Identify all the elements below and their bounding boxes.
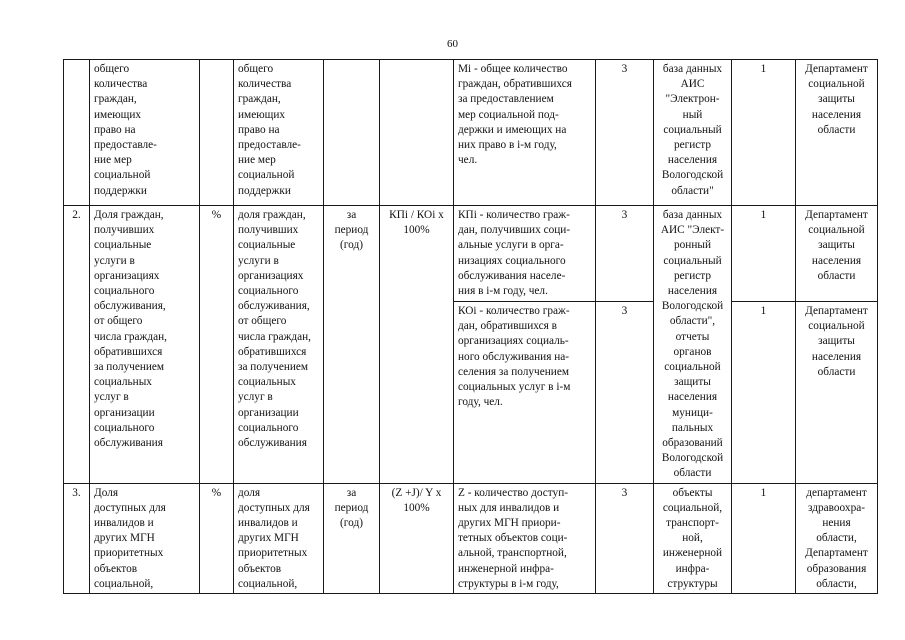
indicator-definition: доля граждан, получивших социальные услуги в организациях социального обслуживания, от общего числа граждан, обратившихся за получением социальных услуг в организации социального обслуживания — [234, 206, 324, 484]
component-description: Z - количество доступ- ных для инвалидов и других МГН приори- тетных объектов соци- альной, транспортной, инженерной инфра- структуры в i-м году, — [454, 483, 596, 593]
unit-cell: % — [200, 206, 234, 484]
component-description: КПi - количество граж- дан, получивших соци- альные услуги в орга- низациях социального обслуживания населе- ния в i-м году, чел. — [454, 206, 596, 302]
period-cell — [324, 60, 380, 206]
component-description: КОi - количество граж- дан, обратившихся в организациях социаль- ного обслуживания на- селения за получением социальных услуг в i-м году, чел. — [454, 302, 596, 484]
unit-cell: % — [200, 483, 234, 593]
indicator-name: Доля доступных для инвалидов и других МГН приоритетных объектов социальной, — [90, 483, 200, 593]
row-number: 3. — [64, 483, 90, 593]
row-number — [64, 60, 90, 206]
indicator-definition: общего количества граждан, имеющих право на предоставле- ние мер социальной поддержки — [234, 60, 324, 206]
indicator-definition: доля доступных для инвалидов и других МГН приоритетных объектов социальной, — [234, 483, 324, 593]
period-cell: за период (год) — [324, 206, 380, 484]
indicator-table — [63, 59, 878, 594]
responsible-body: Департамент социальной защиты населения области — [796, 302, 878, 484]
indicator-name: общего количества граждан, имеющих право на предоставле- ние мер социальной поддержки — [90, 60, 200, 206]
responsible-body: департамент здравоохра- нения области, Департамент образования области, — [796, 483, 878, 593]
formula-cell: (Z +J)/ Y х 100% — [380, 483, 454, 593]
method-code: 3 — [596, 302, 654, 484]
source-code: 1 — [732, 206, 796, 302]
source-code: 1 — [732, 60, 796, 206]
page-number: 60 — [447, 38, 458, 50]
formula-cell — [380, 60, 454, 206]
table-row — [64, 60, 878, 206]
source-code: 1 — [732, 302, 796, 484]
period-cell: за период (год) — [324, 483, 380, 593]
method-code: 3 — [596, 206, 654, 302]
data-source: объекты социальной, транспорт- ной, инженерной инфра- структуры — [654, 483, 732, 593]
component-description: Mi - общее количество граждан, обратившихся за предоставлением мер социальной под- держки и имеющих на них право в i-м году, чел. — [454, 60, 596, 206]
table-row — [64, 206, 878, 302]
data-source: база данных АИС "Элект- ронный социальный регистр населения Вологодской области", отчеты органов социальной защиты населения муници- пальных образований Вологодской области — [654, 206, 732, 484]
formula-cell: КПi / КОi х 100% — [380, 206, 454, 484]
data-source: база данных АИС "Электрон- ный социальный регистр населения Вологодской области" — [654, 60, 732, 206]
responsible-body: Департамент социальной защиты населения области — [796, 206, 878, 302]
row-number: 2. — [64, 206, 90, 484]
method-code: 3 — [596, 483, 654, 593]
source-code: 1 — [732, 483, 796, 593]
method-code: 3 — [596, 60, 654, 206]
indicator-name: Доля граждан, получивших социальные услуги в организациях социального обслуживания, от общего числа граждан, обратившихся за получением социальных услуг в организации социального обслуживания — [90, 206, 200, 484]
unit-cell — [200, 60, 234, 206]
responsible-body: Департамент социальной защиты населения области — [796, 60, 878, 206]
table-row — [64, 483, 878, 593]
